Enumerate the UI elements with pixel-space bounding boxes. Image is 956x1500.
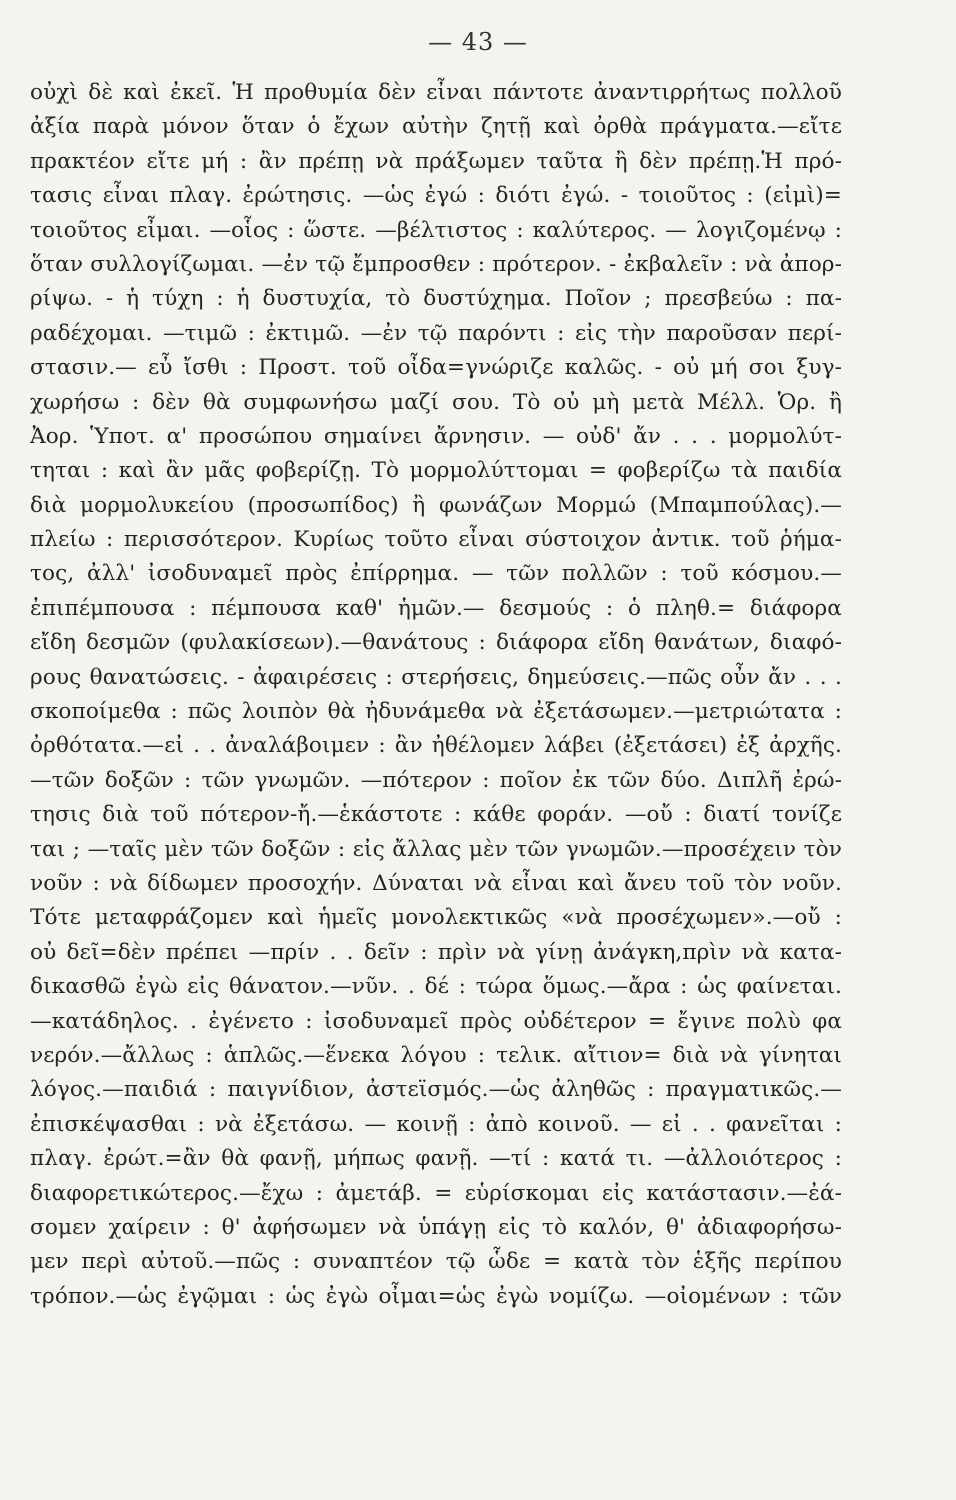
text-line: τησις διὰ τοῦ πότερον-ἤ.—ἑκάστοτε : κάθε φοράν. —οὔ : διατί τονίζε [30, 802, 842, 828]
text-line: χωρήσω : δὲν θὰ συμφωνήσω μαζί σου. Τὸ οὐ μὴ μετὰ Μέλλ. Ὁρ. ἢ [30, 389, 842, 415]
text-line: ραδέχομαι. —τιμῶ : ἐκτιμῶ. —ἐν τῷ παρόντι : εἰς τὴν παροῦσαν περί- [30, 320, 842, 346]
text-line: τασις εἶναι πλαγ. ἐρώτησις. —ὡς ἐγώ : διότι ἐγώ. - τοιοῦτος : (εἰμὶ)= [30, 183, 842, 209]
text-line: διαφορετικώτερος.—ἔχω : ἀμετάβ. = εὑρίσκομαι εἰς κατάστασιν.—ἐά- [30, 1180, 842, 1206]
text-line: μεν περὶ αὐτοῦ.—πῶς : συναπτέον τῷ ὧδε = κατὰ τὸν ἑξῆς περίπου [30, 1249, 842, 1275]
text-line: ἀξία παρὰ μόνον ὅταν ὁ ἔχων αὐτὴν ζητῇ καὶ ὀρθὰ πράγματα.—εἴτε [30, 114, 842, 140]
text-line: στασιν.— εὖ ἴσθι : Προστ. τοῦ οἶδα=γνώριζε καλῶς. - οὐ μή σοι ξυγ- [30, 355, 842, 381]
page-number: — 43 — [428, 28, 528, 56]
text-line: δικασθῶ ἐγὼ εἰς θάνατον.—νῦν. . δέ : τώρα ὅμως.—ἄρα : ὡς φαίνεται. [30, 974, 842, 1000]
text-line: ἐπιπέμπουσα : πέμπουσα καθ' ἡμῶν.— δεσμούς : ὁ πληθ.= διάφορα [30, 595, 842, 621]
text-line: τοιοῦτος εἶμαι. —οἷος : ὥστε. —βέλτιστος : καλύτερος. — λογιζομένῳ : [30, 217, 842, 243]
text-line: πλείω : περισσότερον. Κυρίως τοῦτο εἶναι σύστοιχον ἀντικ. τοῦ ῥήμα- [30, 527, 842, 553]
text-line: οὐ δεῖ=δὲν πρέπει —πρίν . . δεῖν : πρὶν νὰ γίνῃ ἀνάγκη,πρὶν νὰ κατα- [30, 939, 842, 965]
text-line: διὰ μορμολυκείου (προσωπίδος) ἢ φωνάζων Μορμώ (Μπαμπούλας).— [30, 492, 842, 518]
text-line: τηται : καὶ ἂν μᾶς φοβερίζῃ. Τὸ μορμολύττομαι = φοβερίζω τὰ παιδία [30, 458, 842, 484]
text-line: νοῦν : νὰ δίδωμεν προσοχήν. Δύναται νὰ εἶναι καὶ ἄνευ τοῦ τὸν νοῦν. [30, 870, 842, 896]
text-line: οὐχὶ δὲ καὶ ἐκεῖ. Ἡ προθυμία δὲν εἶναι πάντοτε ἀναντιρρήτως πολλοῦ [30, 80, 842, 105]
text-line: λόγος.—παιδιά : παιγνίδιον, ἀστεϊσμός.—ὡς ἀληθῶς : πραγματικῶς.— [30, 1077, 842, 1103]
text-line: Ἀορ. Ὑποτ. α' προσώπου σημαίνει ἄρνησιν. — οὐδ' ἄν . . . μορμολύτ- [30, 423, 842, 449]
text-line: ρους θανατώσεις. - ἀφαιρέσεις : στερήσεις, δημεύσεις.—πῶς οὖν ἄν . . . [30, 664, 842, 690]
text-line: εἴδη δεσμῶν (φυλακίσεων).—θανάτους : διάφορα εἴδη θανάτων, διαφό- [30, 630, 842, 656]
text-line: —τῶν δοξῶν : τῶν γνωμῶν. —πότερον : ποῖον ἐκ τῶν δύο. Διπλῆ ἐρώ- [30, 767, 842, 793]
text-line: ὀρθότατα.—εἰ . . ἀναλάβοιμεν : ἂν ἠθέλομεν λάβει (ἐξετάσει) ἐξ ἀρχῆς. [30, 733, 842, 759]
text-line: —κατάδηλος. . ἐγένετο : ἰσοδυναμεῖ πρὸς οὐδέτερον = ἔγινε πολὺ φα [30, 1008, 842, 1034]
text-line: σκοποίμεθα : πῶς λοιπὸν θὰ ἠδυνάμεθα νὰ ἐξετάσωμεν.—μετριώτατα : [30, 699, 842, 725]
text-line: ὅταν συλλογίζωμαι. —ἐν τῷ ἔμπροσθεν : πρότερον. - ἐκβαλεῖν : νὰ ἀπορ- [30, 251, 842, 277]
text-line: τρόπον.—ὡς ἐγῷμαι : ὡς ἐγὼ οἶμαι=ὡς ἐγὼ νομίζω. —οἰομένων : τῶν [30, 1283, 842, 1309]
text-line: ἐπισκέψασθαι : νὰ ἐξετάσω. — κοινῇ : ἀπὸ κοινοῦ. — εἰ . . φανεῖται : [30, 1111, 842, 1137]
text-line: σομεν χαίρειν : θ' ἀφήσωμεν νὰ ὑπάγῃ εἰς τὸ καλόν, θ' ἀδιαφορήσω- [30, 1214, 842, 1240]
text-line: πλαγ. ἐρώτ.=ἂν θὰ φανῇ, μήπως φανῇ. —τί : κατά τι. —ἀλλοιότερος : [30, 1146, 842, 1172]
text-line: ρίψω. - ἡ τύχη : ἡ δυστυχία, τὸ δυστύχημα. Ποῖον ; πρεσβεύω : πα- [30, 286, 842, 312]
text-line: τος, ἀλλ' ἰσοδυναμεῖ πρὸς ἐπίρρημα. — τῶν πολλῶν : τοῦ κόσμου.— [30, 561, 842, 587]
text-line: πρακτέον εἴτε μή : ἂν πρέπῃ νὰ πράξωμεν ταῦτα ἢ δὲν πρέπῃ.Ἡ πρό- [30, 148, 842, 174]
body-text [30, 76, 842, 1314]
text-line: νερόν.—ἄλλως : ἁπλῶς.—ἕνεκα λόγου : τελικ. αἴτιον= διὰ νὰ γίνηται [30, 1042, 842, 1068]
text-line: ται ; —ταῖς μὲν τῶν δοξῶν : εἰς ἄλλας μὲν τῶν γνωμῶν.—προσέχειν τὸν [30, 836, 842, 862]
text-line: Τότε μεταφράζομεν καὶ ἡμεῖς μονολεκτικῶς «νὰ προσέχωμεν».—οὔ : [30, 905, 842, 931]
